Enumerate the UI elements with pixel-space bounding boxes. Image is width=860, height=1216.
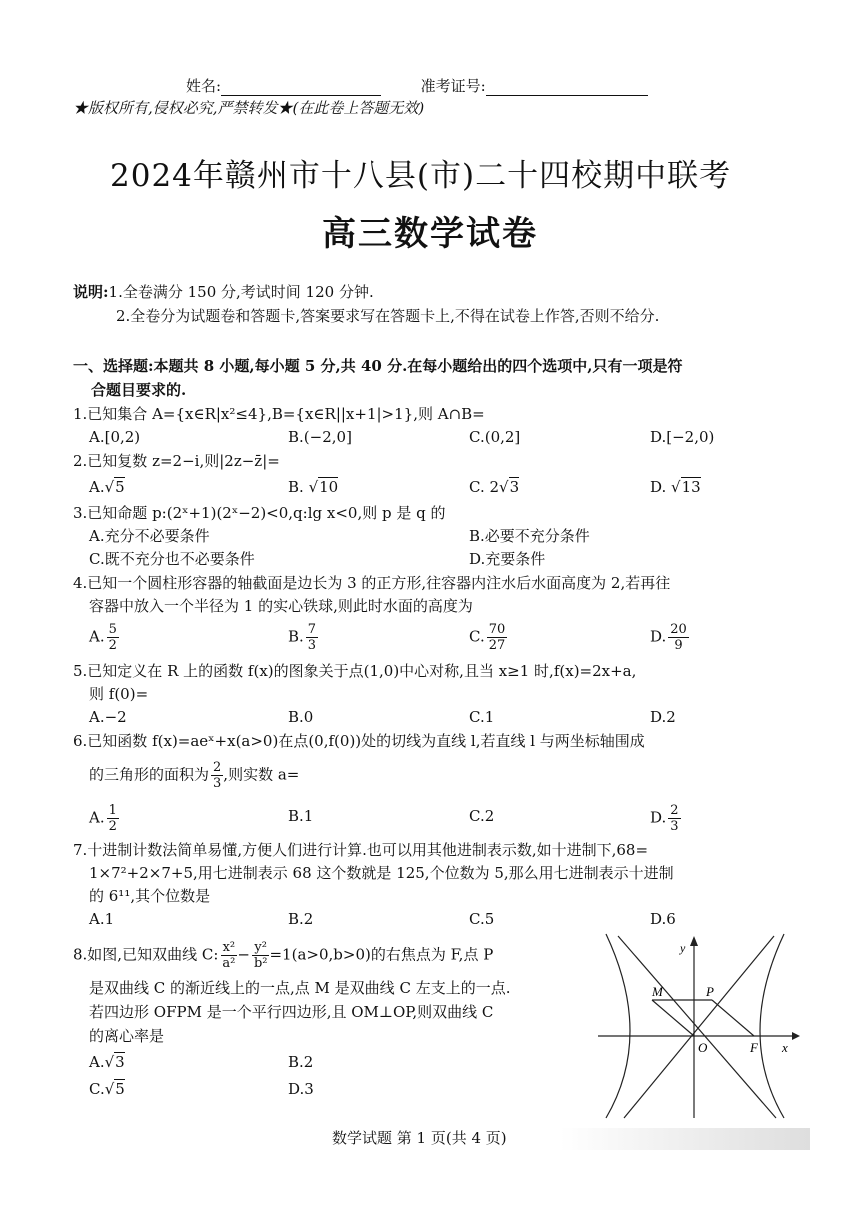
x-axis-arrow [792,1032,800,1040]
q5-option-c: C.1 [469,708,495,726]
label-y: y [680,941,686,955]
label-M: M [652,984,663,999]
q4-line-1: 4.已知一个圆柱形容器的轴截面是边长为 3 的正方形,往容器内注水后水面高度为 2,若再往 [73,574,671,592]
q2-c-radicand: 3 [509,478,520,496]
label-P: P [706,984,714,999]
scan-shadow [560,1128,810,1150]
label-x: x [782,1040,788,1055]
q1-stem: 1.已知集合 A={x∈R|x²≤4},B={x∈R||x+1|>1},则 A∩B= [73,405,485,423]
q7-option-c: C.5 [469,910,495,928]
q6-a-den: 2 [108,819,117,834]
q4-option-b [288,622,318,653]
q4-a-num: 5 [108,622,117,637]
q8-x-fraction [220,940,237,971]
hyperbola-figure [596,928,802,1120]
q8-line-3: 若四边形 OFPM 是一个平行四边形,且 OM⊥OP,则双曲线 C [89,1003,494,1021]
q6-area-num: 2 [213,760,222,775]
q8-y-num: y² [254,940,267,955]
q7-line-2: 1×7²+2×7+5,用七进制表示 68 这个数就是 125,个位数为 5,那么用七进制表示十进制 [89,864,674,882]
q1-option-d: D.[−2,0) [650,428,715,446]
q2-d-radicand: 13 [681,478,701,496]
note-2: 2.全卷分为试题卷和答题卡,答案要求写在答题卡上,不得在试卷上作答,否则不给分. [116,307,660,325]
q5-option-d: D.2 [650,708,676,726]
q2-option-a: A.√5 [89,478,125,496]
asymptote-2 [624,936,774,1118]
id-label: 准考证号: [420,77,486,95]
q6-d-num: 2 [670,803,679,818]
q8-x-den: a² [222,956,236,971]
q2-a-prefix: A. [89,478,105,496]
id-blank[interactable] [486,79,648,96]
q6-a-fraction [107,803,119,834]
q2-option-d: D. √13 [650,478,701,496]
q1-option-b: B.(−2,0] [288,428,352,446]
note-1-text: 1.全卷满分 150 分,考试时间 120 分钟. [108,283,374,301]
q4-b-num: 7 [307,622,317,637]
segment-PF [712,1000,754,1036]
q8-option-d: D.3 [288,1080,314,1098]
q6-area-den: 3 [213,776,222,791]
q4-option-d [650,622,689,653]
hyperbola-right-branch [760,934,784,1118]
q4-d-prefix: D. [650,627,667,646]
q6-d-den: 3 [670,819,679,834]
q3-option-a: A.充分不必要条件 [89,527,210,545]
q3-option-b: B.必要不充分条件 [469,527,590,545]
q5-line-2: 则 f(0)= [89,685,149,703]
q2-d-prefix: D. [650,478,672,496]
name-blank[interactable] [221,79,381,96]
q8-option-a: A.√3 [89,1053,125,1071]
q6-option-a [89,803,119,834]
q1-option-a: A.[0,2) [89,428,141,446]
q6-option-b: B.1 [288,807,314,825]
q3-option-c: C.既不充分也不必要条件 [89,550,255,568]
note-1 [73,282,374,302]
name-label: 姓名: [186,77,222,95]
q6-line-1: 6.已知函数 f(x)=aeˣ+x(a>0)在点(0,f(0))处的切线为直线 l,若直线 l 与两坐标轴围成 [73,732,645,750]
q6-d-fraction [668,803,680,834]
section-1-line-2: 合题目要求的. [91,381,187,399]
q2-option-c: C. 2√3 [469,478,520,496]
q4-d-den: 9 [674,638,683,653]
q8-line-1-post: =1(a>0,b>0)的右焦点为 F,点 P [269,945,494,964]
q4-b-den: 3 [307,638,317,653]
q4-option-a [89,622,119,653]
q4-b-fraction [306,622,318,653]
hyperbola-left-branch [606,934,630,1118]
q4-a-den: 2 [108,638,117,653]
q4-option-c [469,622,507,653]
q4-c-den: 27 [488,638,506,653]
q7-line-1: 7.十进制计数法简单易懂,方便人们进行计算.也可以用其他进制表示数,如十进制下,68= [73,841,649,859]
q6-line-2-post: ,则实数 a= [223,765,300,784]
q2-a-radicand: 5 [115,478,125,496]
q4-line-2: 容器中放入一个半径为 1 的实心铁球,则此时水面的高度为 [89,597,473,615]
q6-option-d [650,803,681,834]
exam-title: 2024年赣州市十八县(市)二十四校期中联考 [110,158,732,194]
q4-b-prefix: B. [288,627,304,646]
q4-d-fraction [668,622,689,653]
segment-OM [652,1000,694,1036]
q3-option-d: D.充要条件 [469,550,546,568]
q6-area-fraction [211,760,223,791]
q1-option-c: C.(0,2] [469,428,521,446]
q8-line-1 [73,940,493,971]
q6-option-c: C.2 [469,807,495,825]
q8-y-den: b² [253,956,268,971]
q5-option-b: B.0 [288,708,314,726]
q6-line-2 [89,760,299,791]
q2-c-prefix: C. 2 [469,478,500,496]
q7-line-3: 的 6¹¹,其个位数是 [89,887,211,905]
asymptote-1 [618,936,776,1118]
y-axis-arrow [690,936,698,946]
exam-subtitle: 高三数学试卷 [322,214,538,254]
q7-option-a: A.1 [89,910,115,928]
q6-d-prefix: D. [650,808,667,827]
q4-c-fraction [487,622,508,653]
page-footer: 数学试题 第 1 页(共 4 页) [332,1129,507,1147]
q4-a-prefix: A. [89,627,105,646]
q8-a-radicand: 3 [115,1053,125,1071]
copyright-notice: ★版权所有,侵权必究,严禁转发★(在此卷上答题无效) [73,99,425,117]
q4-a-fraction [107,622,119,653]
q8-option-b: B.2 [288,1053,314,1071]
q8-c-radicand: 5 [115,1080,125,1098]
q2-b-prefix: B. [288,478,309,496]
q8-option-c: C.√5 [89,1080,125,1098]
q4-c-num: 70 [488,622,506,637]
q8-line-4: 的离心率是 [89,1027,165,1045]
notes-label: 说明: [73,283,109,301]
q3-stem: 3.已知命题 p:(2ˣ+1)(2ˣ−2)<0,q:lg x<0,则 p 是 q 的 [73,504,446,522]
q8-a-prefix: A. [89,1053,105,1071]
q8-c-prefix: C. [89,1080,105,1098]
q8-y-fraction [252,940,270,971]
q8-x-num: x² [222,940,236,955]
q8-minus: − [237,945,250,964]
q2-b-radicand: 10 [319,478,339,496]
q8-line-2: 是双曲线 C 的渐近线上的一点,点 M 是双曲线 C 左支上的一点. [89,979,511,997]
q7-option-d: D.6 [650,910,676,928]
q8-line-1-pre: 8.如图,已知双曲线 C: [73,945,219,964]
header-row [186,76,648,96]
q6-a-num: 1 [108,803,117,818]
q2-option-b: B. √10 [288,478,339,496]
label-F: F [750,1040,758,1055]
label-O: O [698,1040,708,1055]
section-1-line-1: 一、选择题:本题共 8 小题,每小题 5 分,共 40 分.在每小题给出的四个选项中,只有一项是符 [73,357,683,375]
q6-a-prefix: A. [89,808,105,827]
q6-line-2-pre: 的三角形的面积为 [89,765,210,784]
q4-c-prefix: C. [469,627,485,646]
q5-line-1: 5.已知定义在 R 上的函数 f(x)的图象关于点(1,0)中心对称,且当 x≥1 时,f(x)=2x+a, [73,662,637,680]
q5-option-a: A.−2 [89,708,127,726]
q4-d-num: 20 [670,622,687,637]
q2-stem: 2.已知复数 z=2−i,则|2z−z̄|= [73,452,280,470]
q7-option-b: B.2 [288,910,314,928]
